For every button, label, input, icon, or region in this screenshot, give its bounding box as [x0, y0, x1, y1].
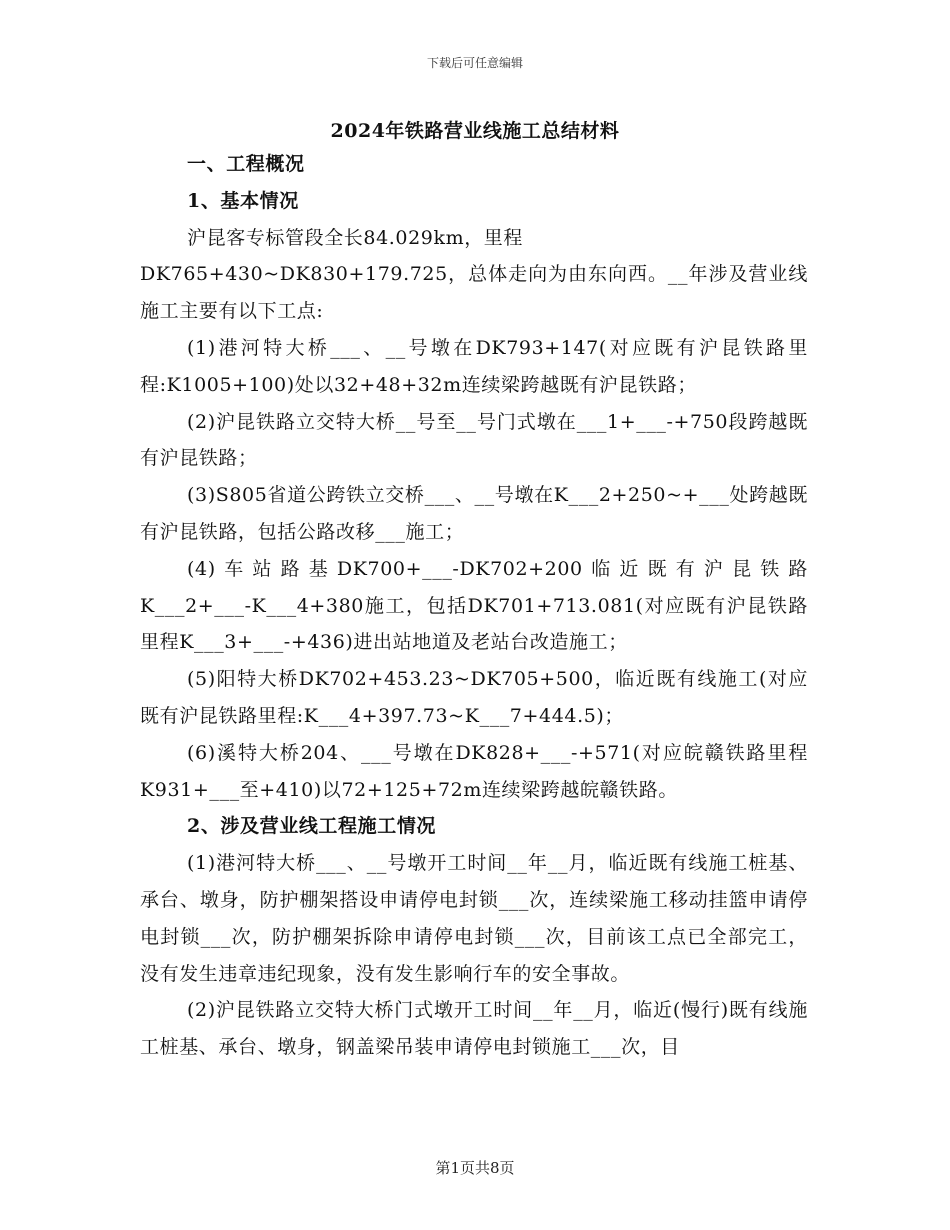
document-title: 2024年铁路营业线施工总结材料: [330, 120, 620, 142]
document-body: [140, 146, 808, 1066]
list-item: (5)阳特大桥DK702+453.23~DK705+500，临近既有线施工(对应既有沪昆铁路里程:K___4+397.73~K___7+444.5)；: [140, 668, 808, 727]
list-item: (1)港河特大桥___、__号墩在DK793+147(对应既有沪昆铁路里程:K1005+100)处以32+48+32m连续梁跨越既有沪昆铁路；: [140, 336, 808, 396]
subsection-heading-basic: 1、基本情况: [187, 189, 299, 212]
header-note: 下载后可任意编辑: [426, 56, 523, 70]
list-item: (2)沪昆铁路立交特大桥门式墩开工时间__年__月，临近(慢行)既有线施工桩基、承台、墩身，钢盖梁吊装申请停电封锁施工___次，目: [140, 999, 808, 1059]
intro-paragraph: DK765+430~DK830+179.725，总体走向为由东向西。__年涉及营业线施工主要有以下工点:: [140, 263, 808, 323]
list-item: (3)S805省道公跨铁立交桥___、__号墩在K___2+250~+___处跨越既有沪昆铁路，包括公路改移___施工；: [140, 484, 808, 543]
list-item: (6)溪特大桥204、___号墩在DK828+___-+571(对应皖赣铁路里程K931+___至+410)以72+125+72m连续梁跨越皖赣铁路。: [140, 741, 808, 801]
list-item: (2)沪昆铁路立交特大桥__号至__号门式墩在___1+___-+750段跨越既有沪昆铁路；: [140, 410, 808, 470]
section-heading-overview: 一、工程概况: [187, 153, 305, 175]
subsection-heading-construction: 2、涉及营业线工程施工情况: [187, 815, 437, 838]
list-item: (4)车站路基DK700+___-DK702+200临近既有沪昆铁路K___2+___-K___4+380施工，包括DK701+713.081(对应既有沪昆铁路里程K___3+___-+436)进出站地道及老站台改造施工；: [140, 557, 808, 654]
page-footer: 第1页共8页: [435, 1159, 515, 1177]
list-item: (1)港河特大桥___、__号墩开工时间__年__月，临近既有线施工桩基、承台、墩身，防护棚架搭设申请停电封锁___次，连续梁施工移动挂篮申请停电封锁___次，防护棚架拆除申请停电封锁___次，目前该工点已全部完工，没有发生违章违纪现象，没有发生影响行车的安全事故。: [140, 852, 808, 985]
intro-line: 沪昆客专标管段全长84.029km，里程: [187, 226, 524, 249]
